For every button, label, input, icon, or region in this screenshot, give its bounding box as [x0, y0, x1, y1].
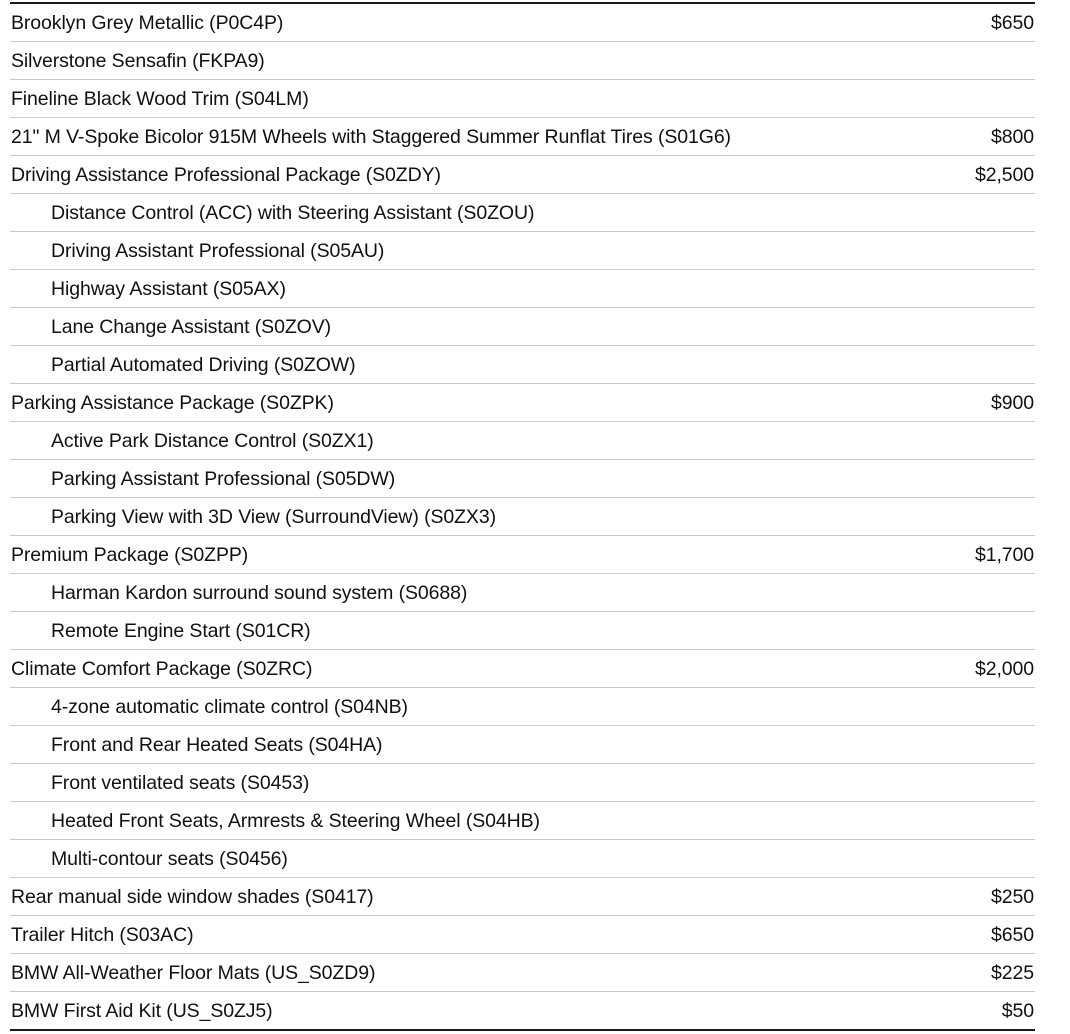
package-item-price: [1034, 288, 1035, 289]
package-price: $2,000: [974, 657, 1034, 680]
package-item-label: Active Park Distance Control (S0ZX1): [51, 429, 374, 452]
option-label: Silverstone Sensafin (FKPA9): [11, 49, 265, 72]
package-item-price: [1034, 592, 1035, 593]
package-item-label: Multi-contour seats (S0456): [51, 847, 288, 870]
option-price: [1034, 60, 1035, 61]
package-item-label: Harman Kardon surround sound system (S0688): [51, 581, 468, 604]
package-item-row: [10, 460, 1035, 498]
package-row: [10, 156, 1035, 194]
option-row: [10, 954, 1035, 992]
option-row: [10, 878, 1035, 916]
package-item-row: [10, 308, 1035, 346]
package-price: $2,500: [974, 163, 1034, 186]
package-item-row: [10, 612, 1035, 650]
package-price: $1,700: [974, 543, 1034, 566]
package-item-price: [1034, 706, 1035, 707]
package-item-label: Heated Front Seats, Armrests & Steering Wheel (S04HB): [51, 809, 540, 832]
package-price: $900: [991, 391, 1034, 414]
package-item-row: [10, 422, 1035, 460]
option-price: $225: [991, 961, 1034, 984]
package-item-price: [1034, 440, 1035, 441]
package-item-price: [1034, 630, 1035, 631]
options-table: [10, 2, 1035, 1031]
package-item-price: [1034, 744, 1035, 745]
package-label: Premium Package (S0ZPP): [11, 543, 249, 566]
option-label: BMW First Aid Kit (US_S0ZJ5): [11, 999, 273, 1022]
package-item-price: [1034, 858, 1035, 859]
option-price: $800: [991, 125, 1034, 148]
option-label: BMW All-Weather Floor Mats (US_S0ZD9): [11, 961, 376, 984]
package-item-price: [1034, 326, 1035, 327]
package-item-row: [10, 802, 1035, 840]
option-price: $50: [1001, 999, 1034, 1022]
package-item-price: [1034, 782, 1035, 783]
package-item-price: [1034, 478, 1035, 479]
package-item-label: Remote Engine Start (S01CR): [51, 619, 311, 642]
option-row: [10, 916, 1035, 954]
package-label: Driving Assistance Professional Package (S0ZDY): [11, 163, 441, 186]
option-label: 21" M V-Spoke Bicolor 915M Wheels with Staggered Summer Runflat Tires (S01G6): [11, 125, 731, 148]
option-row: [10, 992, 1035, 1031]
package-label: Parking Assistance Package (S0ZPK): [11, 391, 334, 414]
package-item-price: [1034, 364, 1035, 365]
option-row: [10, 4, 1035, 42]
option-row: [10, 42, 1035, 80]
package-item-row: [10, 726, 1035, 764]
option-price: [1034, 98, 1035, 99]
package-item-row: [10, 688, 1035, 726]
package-item-label: Lane Change Assistant (S0ZOV): [51, 315, 332, 338]
option-label: Trailer Hitch (S03AC): [11, 923, 194, 946]
package-item-label: Driving Assistant Professional (S05AU): [51, 239, 385, 262]
package-item-row: [10, 194, 1035, 232]
option-label: Fineline Black Wood Trim (S04LM): [11, 87, 309, 110]
package-item-label: Front and Rear Heated Seats (S04HA): [51, 733, 383, 756]
package-item-label: Partial Automated Driving (S0ZOW): [51, 353, 356, 376]
package-item-label: Parking Assistant Professional (S05DW): [51, 467, 396, 490]
package-item-row: [10, 764, 1035, 802]
package-item-row: [10, 574, 1035, 612]
package-item-row: [10, 346, 1035, 384]
package-row: [10, 384, 1035, 422]
package-item-price: [1034, 820, 1035, 821]
package-item-label: 4-zone automatic climate control (S04NB): [51, 695, 408, 718]
package-item-row: [10, 270, 1035, 308]
option-price: $650: [991, 11, 1034, 34]
package-item-label: Parking View with 3D View (SurroundView) (S0ZX3): [51, 505, 496, 528]
package-item-price: [1034, 212, 1035, 213]
package-item-price: [1034, 516, 1035, 517]
option-row: [10, 118, 1035, 156]
package-item-label: Front ventilated seats (S0453): [51, 771, 310, 794]
package-item-row: [10, 498, 1035, 536]
package-item-label: Distance Control (ACC) with Steering Assistant (S0ZOU): [51, 201, 535, 224]
package-row: [10, 536, 1035, 574]
package-label: Climate Comfort Package (S0ZRC): [11, 657, 313, 680]
package-item-label: Highway Assistant (S05AX): [51, 277, 286, 300]
option-row: [10, 80, 1035, 118]
option-label: Brooklyn Grey Metallic (P0C4P): [11, 11, 284, 34]
package-item-price: [1034, 250, 1035, 251]
option-price: $250: [991, 885, 1034, 908]
package-row: [10, 650, 1035, 688]
option-label: Rear manual side window shades (S0417): [11, 885, 374, 908]
package-item-row: [10, 232, 1035, 270]
option-price: $650: [991, 923, 1034, 946]
package-item-row: [10, 840, 1035, 878]
